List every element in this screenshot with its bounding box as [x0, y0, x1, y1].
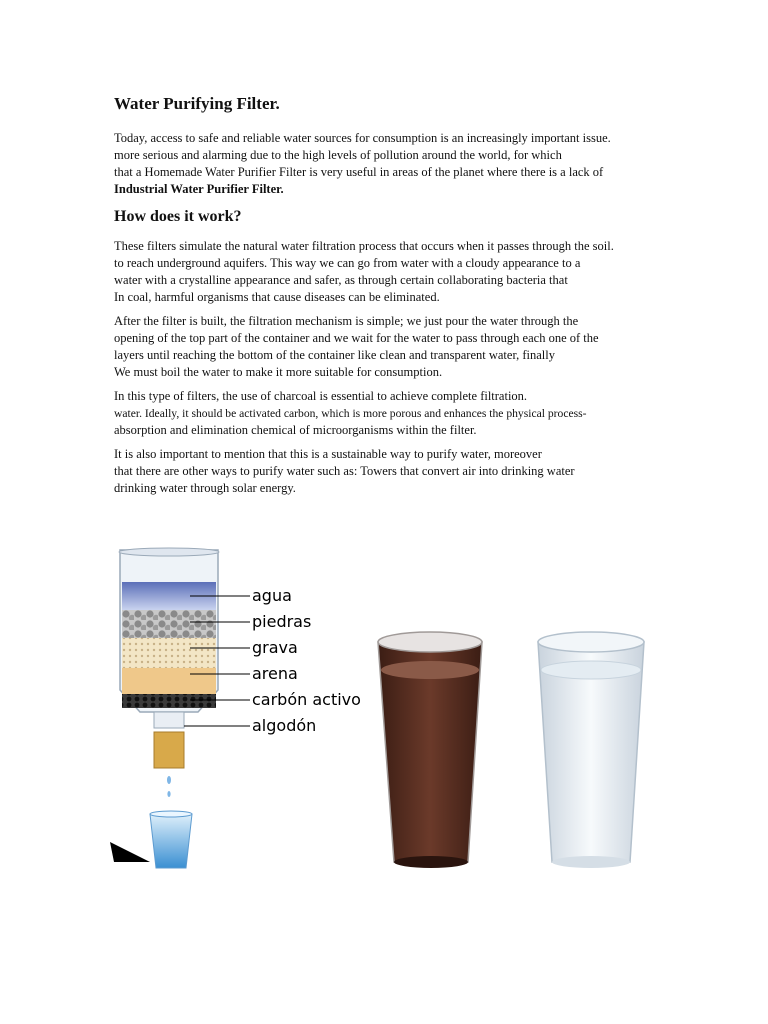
- paragraph-charcoal: [114, 388, 654, 439]
- paragraph-line: drinking water through solar energy.: [114, 481, 296, 495]
- document-body: [114, 94, 654, 504]
- sand-layer: [122, 668, 216, 694]
- glasses-photo: [374, 630, 646, 870]
- document-title: Water Purifying Filter.: [114, 94, 280, 113]
- label-algodon: algodón: [252, 716, 317, 735]
- label-agua: agua: [252, 586, 292, 605]
- label-carbon-activo: carbón activo: [252, 690, 361, 709]
- paragraph-line: It is also important to mention that this is a sustainable way to purify water, moreover: [114, 447, 542, 461]
- intro-line: that a Homemade Water Purifier Filter is very useful in areas of the planet where there is a lack of: [114, 165, 604, 179]
- bottle: [119, 548, 219, 797]
- filter-diagram: [110, 540, 380, 870]
- dirty-water-glass: [378, 632, 482, 868]
- paragraph-mechanism: [114, 313, 654, 381]
- paragraph-line: In coal, harmful organisms that cause diseases can be eliminated.: [114, 290, 440, 304]
- intro-paragraph: [114, 130, 654, 198]
- paragraph-line: to reach underground aquifers. This way we can go from water with a cloudy appearance to a: [114, 256, 581, 270]
- label-arena: arena: [252, 664, 298, 683]
- cotton-plug: [154, 732, 184, 768]
- paragraph-filtration: [114, 238, 654, 306]
- label-grava: grava: [252, 638, 298, 657]
- clean-water-glass: [538, 632, 644, 868]
- paragraph-line: opening of the top part of the container and we wait for the water to pass through each one of the: [114, 331, 599, 345]
- intro-line: more serious and alarming due to the high levels of pollution around the world, for which: [114, 148, 562, 162]
- stones-layer: [122, 610, 216, 638]
- section-heading: How does it work?: [114, 208, 242, 225]
- label-piedras: piedras: [252, 612, 312, 631]
- carbon-layer: [122, 694, 216, 708]
- gravel-layer: [122, 638, 216, 668]
- paragraph-line: After the filter is built, the filtration mechanism is simple; we just pour the water through the: [114, 314, 579, 328]
- paragraph-line: In this type of filters, the use of charcoal is essential to achieve complete filtration.: [114, 389, 528, 403]
- intro-line-bold: Industrial Water Purifier Filter.: [114, 182, 284, 196]
- paragraph-sustainable: [114, 446, 654, 497]
- cup: [110, 811, 192, 868]
- paragraph-line: layers until reaching the bottom of the container like clean and transparent water, finally: [114, 348, 555, 362]
- paragraph-line: water. Ideally, it should be activated carbon, which is more porous and enhances the physical process-: [114, 407, 587, 420]
- paragraph-line: water with a crystalline appearance and safer, as through certain collaborating bacteria that: [114, 273, 568, 287]
- paragraph-line: that there are other ways to purify water such as: Towers that convert air into drinking water: [114, 464, 575, 478]
- intro-line: Today, access to safe and reliable water sources for consumption is an increasingly important issue.: [114, 131, 611, 145]
- paragraph-line: absorption and elimination chemical of microorganisms within the filter.: [114, 423, 477, 437]
- paragraph-line: We must boil the water to make it more suitable for consumption.: [114, 365, 443, 379]
- paragraph-line: These filters simulate the natural water filtration process that occurs when it passes through the soil.: [114, 239, 614, 253]
